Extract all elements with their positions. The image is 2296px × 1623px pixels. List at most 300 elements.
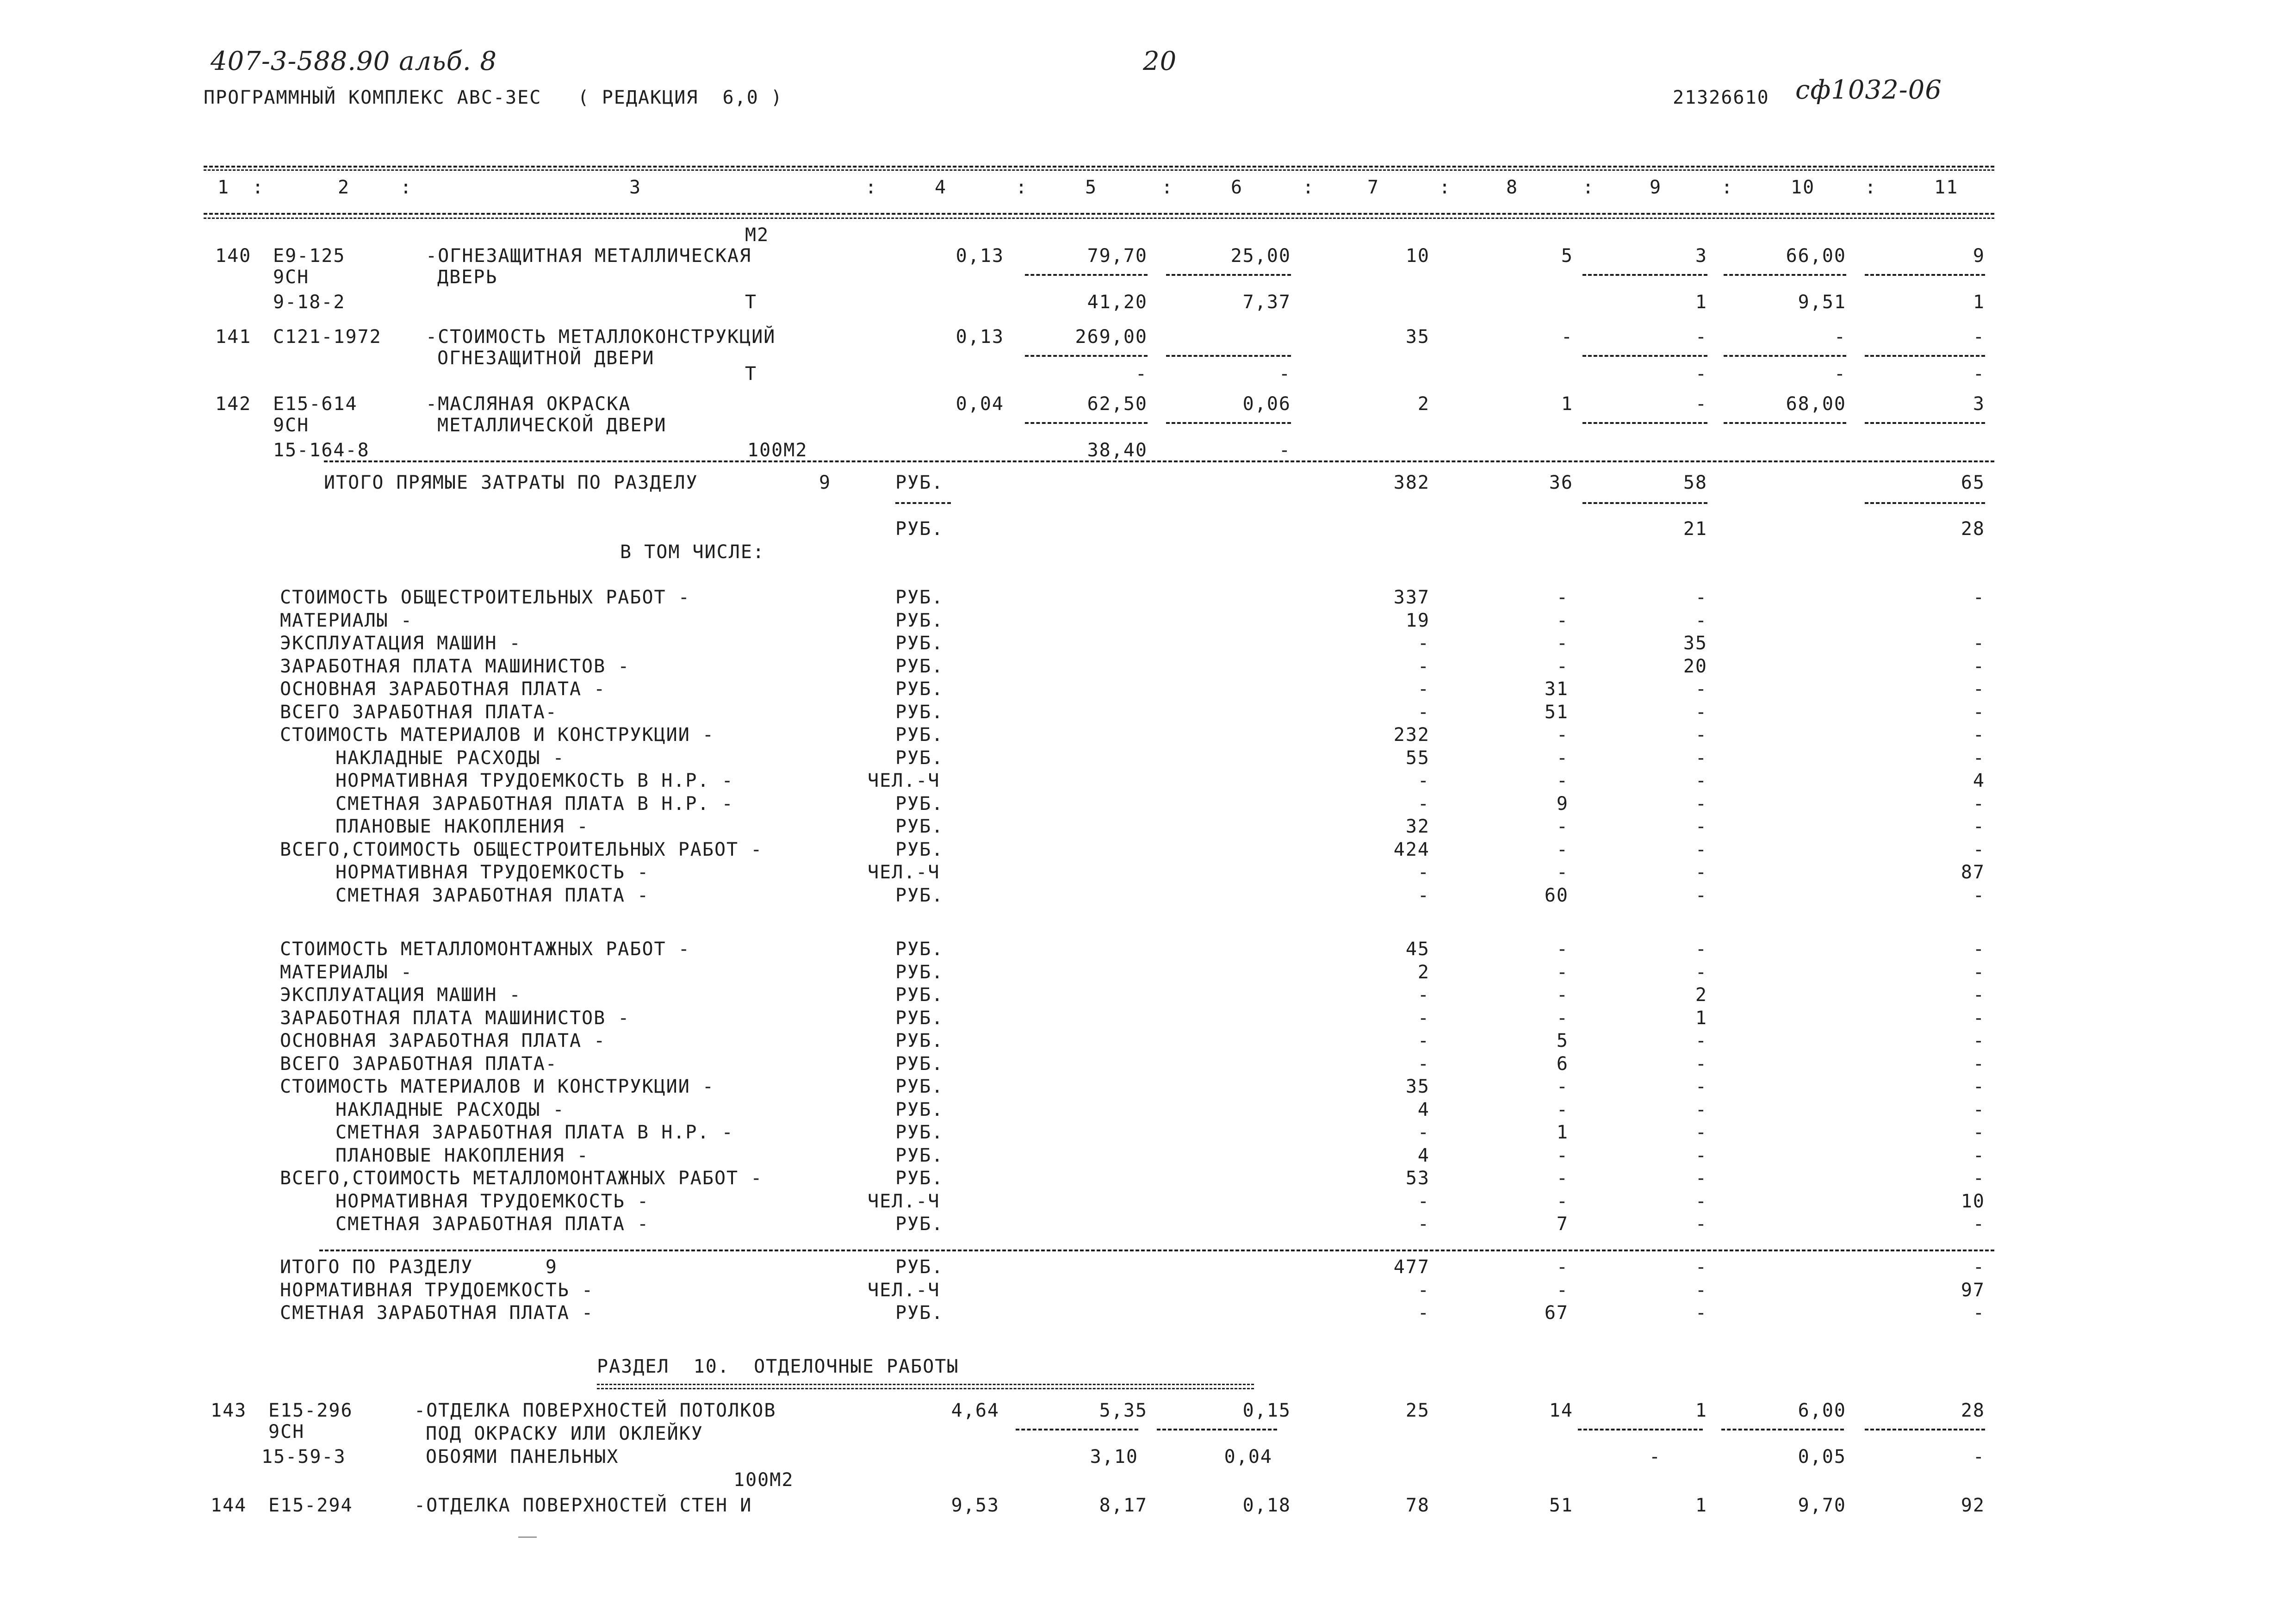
cell-c11: 87 [1961,862,1985,883]
unit-label: РУБ. [895,1122,944,1143]
cell-c7: 424 [1393,839,1430,860]
unit-label: РУБ. [895,655,944,677]
cell-c11: - [1973,1144,1985,1166]
entry-description: -ОТДЕЛКА ПОВЕРХНОСТЕЙ ПОТОЛКОВ [414,1400,776,1421]
breakdown-label: МАТЕРИАЛЫ - [280,609,413,631]
cell-c9: - [1695,1030,1707,1051]
cell-c8: 6 [1556,1053,1569,1075]
cell-c6-second: - [1278,440,1291,461]
column-header-8: 8 [1506,177,1519,198]
unit-label: РУБ. [895,1144,944,1166]
unit-label: ЧЕЛ.-Ч [868,1190,940,1212]
cell-c10: 6,00 [1798,1400,1846,1421]
cell-c7: - [1417,984,1430,1006]
table-top-rule [204,166,1994,168]
page-number: 20 [1143,46,1177,76]
entry-number: 143 [211,1400,247,1421]
unit-label: РУБ. [895,1030,944,1051]
column-separator: : [1865,177,1877,198]
underline-c11 [1865,274,1985,276]
entry-code: Е15-614 [273,393,358,415]
cell-c6-second: 0,04 [1224,1446,1272,1468]
cell-c6: 0,06 [1242,393,1291,415]
entry-code: Е15-294 [268,1495,353,1516]
cell-c7: - [1417,655,1430,677]
cell-c9: - [1695,1076,1707,1097]
cell-c8: 60 [1544,884,1569,906]
cell-c9: - [1695,747,1707,769]
column-header-10: 10 [1791,177,1815,198]
cell-c11: 10 [1961,1190,1985,1212]
column-header-1: 1 [217,177,230,198]
cell-c6: 25,00 [1230,245,1291,267]
cell-c7: - [1417,884,1430,906]
unit-label: РУБ. [895,609,944,631]
breakdown-label: СМЕТНАЯ ЗАРАБОТНАЯ ПЛАТА - [335,884,650,906]
underline-c10 [1724,422,1846,424]
cell-c8: - [1556,1190,1569,1212]
cell-c8: - [1556,724,1569,746]
cell-c5-second: 41,20 [1087,292,1148,313]
unit-label: РУБ. [895,839,944,860]
unit-label: РУБ. [895,633,944,654]
unit-label: РУБ. [895,884,944,906]
cell-c7: - [1417,793,1430,815]
cell-c8: - [1556,1279,1569,1301]
entry-number: 142 [215,393,252,415]
underline-c9 [1582,274,1707,276]
underline-c9 [1582,355,1707,357]
breakdown-label: ЗАРАБОТНАЯ ПЛАТА МАШИНИСТОВ - [280,1007,630,1029]
column-separator: : [400,177,413,198]
cell-c7: 35 [1405,1076,1430,1097]
including-label: В ТОМ ЧИСЛЕ: [620,541,765,563]
breakdown-label: ЭКСПЛУАТАЦИЯ МАШИН - [280,633,521,654]
underline-c5 [1025,422,1148,424]
underline-c6 [1157,1429,1277,1430]
cell-c4: 0,04 [956,393,1004,415]
unit-label: ЧЕЛ.-Ч [868,862,940,883]
cell-c10-second: 0,05 [1798,1446,1846,1468]
cell-c7: - [1417,1302,1430,1324]
cell-c8: - [1556,587,1569,608]
cell-c7: - [1417,1030,1430,1051]
breakdown-label: НОРМАТИВНАЯ ТРУДОЕМКОСТЬ - [335,862,650,883]
breakdown-label: СТОИМОСТЬ ОБЩЕСТРОИТЕЛЬНЫХ РАБОТ - [280,587,690,608]
column-separator: : [252,177,265,198]
underline-c9 [1578,1429,1703,1430]
cell-c9: - [1695,1213,1707,1235]
breakdown-label: НАКЛАДНЫЕ РАСХОДЫ - [335,1099,565,1120]
cell-c4: 9,53 [951,1495,999,1516]
section-total-number: 9 [819,472,832,493]
entry-basis: 9СН [273,415,310,436]
cell-c11: - [1973,984,1985,1006]
section-10-underline [597,1384,1254,1385]
cell-c9: - [1695,961,1707,983]
cell-dash: - [1278,363,1291,385]
cell-c11: 92 [1961,1495,1985,1516]
cell-c7: 477 [1393,1256,1430,1278]
underline-c11 [1865,422,1985,424]
cell-c11: - [1973,1007,1985,1029]
column-separator: : [1721,177,1734,198]
cell-c10: 68,00 [1786,393,1846,415]
cell-c7: - [1417,1122,1430,1143]
entry-description: ОГНЕЗАЩИТНОЙ ДВЕРИ [437,348,655,369]
cell-c8: 5 [1556,1030,1569,1051]
cell-c10: 9,70 [1798,1495,1846,1516]
entry-description: -СТОИМОСТЬ МЕТАЛЛОКОНСТРУКЦИЙ [426,326,776,348]
entry-number: 140 [215,245,252,267]
cell-c7: 53 [1405,1168,1430,1189]
section-10-title: РАЗДЕЛ 10. ОТДЕЛОЧНЫЕ РАБОТЫ [597,1356,959,1377]
cell-c9: 1 [1695,1007,1707,1029]
unit-label: РУБ. [895,678,944,700]
unit-label: РУБ. [895,1168,944,1189]
cell-c9: - [1695,1190,1707,1212]
unit-label: РУБ. [895,724,944,746]
unit-label: ЧЕЛ.-Ч [868,1279,940,1301]
cell-c11: - [1973,961,1985,983]
cell-c7: - [1417,1213,1430,1235]
column-separator: : [1582,177,1595,198]
cell-dash: - [1695,363,1707,385]
cell-c11: - [1973,655,1985,677]
cell-c9: - [1695,1279,1707,1301]
column-header-9: 9 [1650,177,1662,198]
cell-c8: - [1556,816,1569,837]
handwritten-reference: 407-3-588.90 альб. 8 [211,46,497,76]
cell-c9-second: 21 [1683,518,1707,540]
cell-c4: 4,64 [951,1400,999,1421]
cell-c9: - [1695,393,1707,415]
breakdown-label: ЭКСПЛУАТАЦИЯ МАШИН - [280,984,521,1006]
program-title: ПРОГРАММНЫЙ КОМПЛЕКС АВС-ЗЕС ( РЕДАКЦИЯ 6,0 ) [204,87,783,108]
entry-description: ОБОЯМИ ПАНЕЛЬНЫХ [426,1446,619,1468]
cell-c11: 65 [1961,472,1985,493]
cell-c8: - [1556,1076,1569,1097]
cell-c9: - [1695,793,1707,815]
cell-c7: 55 [1405,747,1430,769]
cell-c8: 67 [1544,1302,1569,1324]
cell-dash: - [1973,363,1985,385]
underline-c5 [1025,355,1148,357]
underline-c11 [1865,355,1985,357]
entry-ref: 15-59-3 [261,1446,346,1468]
unit-label: РУБ. [895,701,944,723]
cell-c7: 35 [1405,326,1430,348]
breakdown-label: ВСЕГО ЗАРАБОТНАЯ ПЛАТА- [280,1053,558,1075]
unit-label: РУБ. [895,747,944,769]
cell-c11: - [1973,678,1985,700]
unit-label: 100М2 [747,440,808,461]
cell-c4: 0,13 [956,326,1004,348]
cell-c8: 51 [1549,1495,1573,1516]
cell-c8: 36 [1549,472,1573,493]
underline-c10 [1724,355,1846,357]
underline-unit [895,502,951,504]
cell-c8: 7 [1556,1213,1569,1235]
cell-c8: - [1556,839,1569,860]
cell-c11: 97 [1961,1279,1985,1301]
cell-c7: - [1417,1007,1430,1029]
cell-c11: - [1973,839,1985,860]
unit-label: РУБ. [895,1213,944,1235]
cell-c4: 0,13 [956,245,1004,267]
breakdown-label: НАКЛАДНЫЕ РАСХОДЫ - [335,747,565,769]
cell-c8: - [1556,1168,1569,1189]
cell-c10: 66,00 [1786,245,1846,267]
cell-c8: - [1556,1099,1569,1120]
cell-c11: - [1973,587,1985,608]
breakdown-label: СМЕТНАЯ ЗАРАБОТНАЯ ПЛАТА В Н.Р. - [335,1122,734,1143]
entry-description: ПОД ОКРАСКУ ИЛИ ОКЛЕЙКУ [426,1423,703,1444]
entry-description: -ОГНЕЗАЩИТНАЯ МЕТАЛЛИЧЕСКАЯ [426,245,752,267]
cell-c7: - [1417,701,1430,723]
cell-c9: - [1695,1122,1707,1143]
unit-label: РУБ. [895,984,944,1006]
cell-c8: - [1556,862,1569,883]
cell-c7: - [1417,1279,1430,1301]
breakdown-label: НОРМАТИВНАЯ ТРУДОЕМКОСТЬ - [280,1279,594,1301]
cell-c7: - [1417,1053,1430,1075]
cell-c11-second: - [1973,1446,1985,1468]
cell-c8: 5 [1561,245,1573,267]
cell-c7: - [1417,1190,1430,1212]
section-total-label: ИТОГО ПРЯМЫЕ ЗАТРАТЫ ПО РАЗДЕЛУ [324,472,698,493]
entry-description: -МАСЛЯНАЯ ОКРАСКА [426,393,631,415]
column-header-2: 2 [338,177,350,198]
cell-c7: - [1417,678,1430,700]
cell-c7: 337 [1393,587,1430,608]
document-code: 21326610 [1673,87,1769,108]
cell-c8: - [1556,1256,1569,1278]
entry-description: -ОТДЕЛКА ПОВЕРХНОСТЕЙ СТЕН И [414,1495,752,1516]
cell-c11: - [1973,1213,1985,1235]
cell-c7: 45 [1405,939,1430,960]
cell-c11: 9 [1973,245,1985,267]
cell-c11: - [1973,701,1985,723]
column-header-11: 11 [1934,177,1959,198]
cell-c11: - [1973,724,1985,746]
column-separator: : [1439,177,1452,198]
cell-c7: 232 [1393,724,1430,746]
cell-c9: 20 [1683,655,1707,677]
cell-c7: 2 [1417,393,1430,415]
underline-c11 [1865,1429,1985,1430]
entry-number: 141 [215,326,252,348]
entry-ref: 9-18-2 [273,292,346,313]
cell-c11-second: 28 [1961,518,1985,540]
cell-c9: - [1695,609,1707,631]
breakdown-label: ОСНОВНАЯ ЗАРАБОТНАЯ ПЛАТА - [280,678,606,700]
cell-c9: - [1695,1053,1707,1075]
cell-c11: - [1973,1053,1985,1075]
cell-c9: - [1695,326,1707,348]
column-separator: : [1161,177,1174,198]
unit-label: 100М2 [733,1469,794,1491]
breakdown-label: СМЕТНАЯ ЗАРАБОТНАЯ ПЛАТА - [280,1302,594,1324]
cell-c9: - [1695,1099,1707,1120]
cell-c8: - [1556,633,1569,654]
header-bottom-rule-2 [204,218,1994,219]
entry-basis: 9СН [268,1421,305,1443]
scan-mark [518,1536,537,1538]
underline-c6 [1166,274,1291,276]
cell-c8: 51 [1544,701,1569,723]
breakdown-label: ВСЕГО,СТОИМОСТЬ МЕТАЛЛОМОНТАЖНЫХ РАБОТ - [280,1168,763,1189]
cell-c9: 3 [1695,245,1707,267]
underline-c6 [1166,355,1291,357]
cell-c8: 9 [1556,793,1569,815]
cell-c8: 1 [1556,1122,1569,1143]
unit-label: РУБ. [895,793,944,815]
cell-c6: 0,15 [1242,1400,1291,1421]
cell-c8: 14 [1549,1400,1573,1421]
cell-c9: 35 [1683,633,1707,654]
breakdown-label: СМЕТНАЯ ЗАРАБОТНАЯ ПЛАТА В Н.Р. - [335,793,734,815]
column-header-6: 6 [1231,177,1243,198]
cell-c10: - [1834,326,1846,348]
breakdown-label: НОРМАТИВНАЯ ТРУДОЕМКОСТЬ - [335,1190,650,1212]
entry-code: Е9-125 [273,245,346,267]
cell-c9: - [1695,1256,1707,1278]
cell-c9-second: 1 [1695,292,1707,313]
breakdown-label: ИТОГО ПО РАЗДЕЛУ 9 [280,1256,558,1278]
unit-label: РУБ. [895,1256,944,1278]
column-header-3: 3 [629,177,642,198]
breakdown-label: ПЛАНОВЫЕ НАКОПЛЕНИЯ - [335,816,589,837]
cell-c7: 4 [1417,1144,1430,1166]
unit-label: РУБ. [895,518,944,540]
cell-c11: - [1973,747,1985,769]
cell-c9: - [1695,724,1707,746]
entry-basis: 9СН [273,267,310,288]
cell-c7: - [1417,862,1430,883]
cell-dash: - [1834,363,1846,385]
column-separator: : [865,177,878,198]
cell-c11: 4 [1973,770,1985,791]
breakdown-label: МАТЕРИАЛЫ - [280,961,413,983]
unit-label: РУБ. [895,939,944,960]
cell-c8: 1 [1561,393,1573,415]
table-top-rule-2 [204,169,1994,171]
cell-c11: - [1973,1076,1985,1097]
underline-c5 [1016,1429,1138,1430]
breakdown-label: СТОИМОСТЬ МАТЕРИАЛОВ И КОНСТРУКЦИИ - [280,724,714,746]
cell-c7: 4 [1417,1099,1430,1120]
cell-c9: 1 [1695,1495,1707,1516]
underline-c11 [1865,502,1985,504]
cell-c11: - [1973,1256,1985,1278]
cell-c7: 32 [1405,816,1430,837]
cell-c9: 1 [1695,1400,1707,1421]
cell-c11: 28 [1961,1400,1985,1421]
cell-c7: 10 [1405,245,1430,267]
cell-c11: - [1973,816,1985,837]
cell-c7: 382 [1393,472,1430,493]
breakdown-label: НОРМАТИВНАЯ ТРУДОЕМКОСТЬ В Н.Р. - [335,770,734,791]
cell-c11: - [1973,1030,1985,1051]
unit-label: Т [745,363,757,385]
breakdown-label: СТОИМОСТЬ МЕТАЛЛОМОНТАЖНЫХ РАБОТ - [280,939,690,960]
cell-c8: - [1556,770,1569,791]
cell-c7: 78 [1405,1495,1430,1516]
unit-label: РУБ. [895,1076,944,1097]
cell-c8: - [1556,1007,1569,1029]
cell-c11: 3 [1973,393,1985,415]
entry-ref: 15-164-8 [273,440,370,461]
cell-c9: - [1695,839,1707,860]
cell-c7: - [1417,633,1430,654]
unit-label: ЧЕЛ.-Ч [868,770,940,791]
totals-rule [319,1250,1994,1251]
underline-c10 [1724,274,1846,276]
column-header-4: 4 [935,177,947,198]
cell-c5: 5,35 [1099,1400,1148,1421]
cell-c5: 79,70 [1087,245,1148,267]
cell-c10-second: 9,51 [1798,292,1846,313]
breakdown-label: ЗАРАБОТНАЯ ПЛАТА МАШИНИСТОВ - [280,655,630,677]
cell-c5-second: 38,40 [1087,440,1148,461]
cell-c9: 58 [1683,472,1707,493]
breakdown-label: ПЛАНОВЫЕ НАКОПЛЕНИЯ - [335,1144,589,1166]
cell-c9: - [1695,701,1707,723]
column-header-5: 5 [1085,177,1098,198]
unit-label: РУБ. [895,587,944,608]
cell-c11-second: 1 [1973,292,1985,313]
underline-c9 [1582,502,1707,504]
cell-c8: - [1556,984,1569,1006]
entry-code: Е15-296 [268,1400,353,1421]
cell-c8: 31 [1544,678,1569,700]
unit-label: Т [745,292,757,313]
cell-c5: 269,00 [1075,326,1148,348]
unit-label: РУБ. [895,1007,944,1029]
cell-c8: - [1556,961,1569,983]
cell-c9: - [1695,939,1707,960]
cell-c6: 0,18 [1242,1495,1291,1516]
entry-description: ДВЕРЬ [437,267,498,288]
cell-c9: - [1695,587,1707,608]
cell-c8: - [1556,609,1569,631]
entry-number: 144 [211,1495,247,1516]
handwritten-code: сф1032-06 [1795,75,1942,105]
cell-c8: - [1556,939,1569,960]
cell-c11: - [1973,793,1985,815]
cell-c5: 62,50 [1087,393,1148,415]
cell-c6-second: 7,37 [1242,292,1291,313]
entry-code: С121-1972 [273,326,382,348]
cell-c11: - [1973,1099,1985,1120]
cell-dash: - [1135,363,1148,385]
underline-c6 [1166,422,1291,424]
cell-c9: - [1695,770,1707,791]
underline-c10 [1721,1429,1844,1430]
cell-c9: - [1695,678,1707,700]
unit-label: РУБ. [895,1099,944,1120]
cell-c9-second: - [1649,1446,1661,1468]
cell-c8: - [1556,1144,1569,1166]
cell-c7: 2 [1417,961,1430,983]
unit-label: РУБ. [895,961,944,983]
unit-label: РУБ. [895,1053,944,1075]
cell-c9: 2 [1695,984,1707,1006]
cell-c7: 25 [1405,1400,1430,1421]
cell-c11: - [1973,1122,1985,1143]
cell-c5-second: 3,10 [1090,1446,1138,1468]
